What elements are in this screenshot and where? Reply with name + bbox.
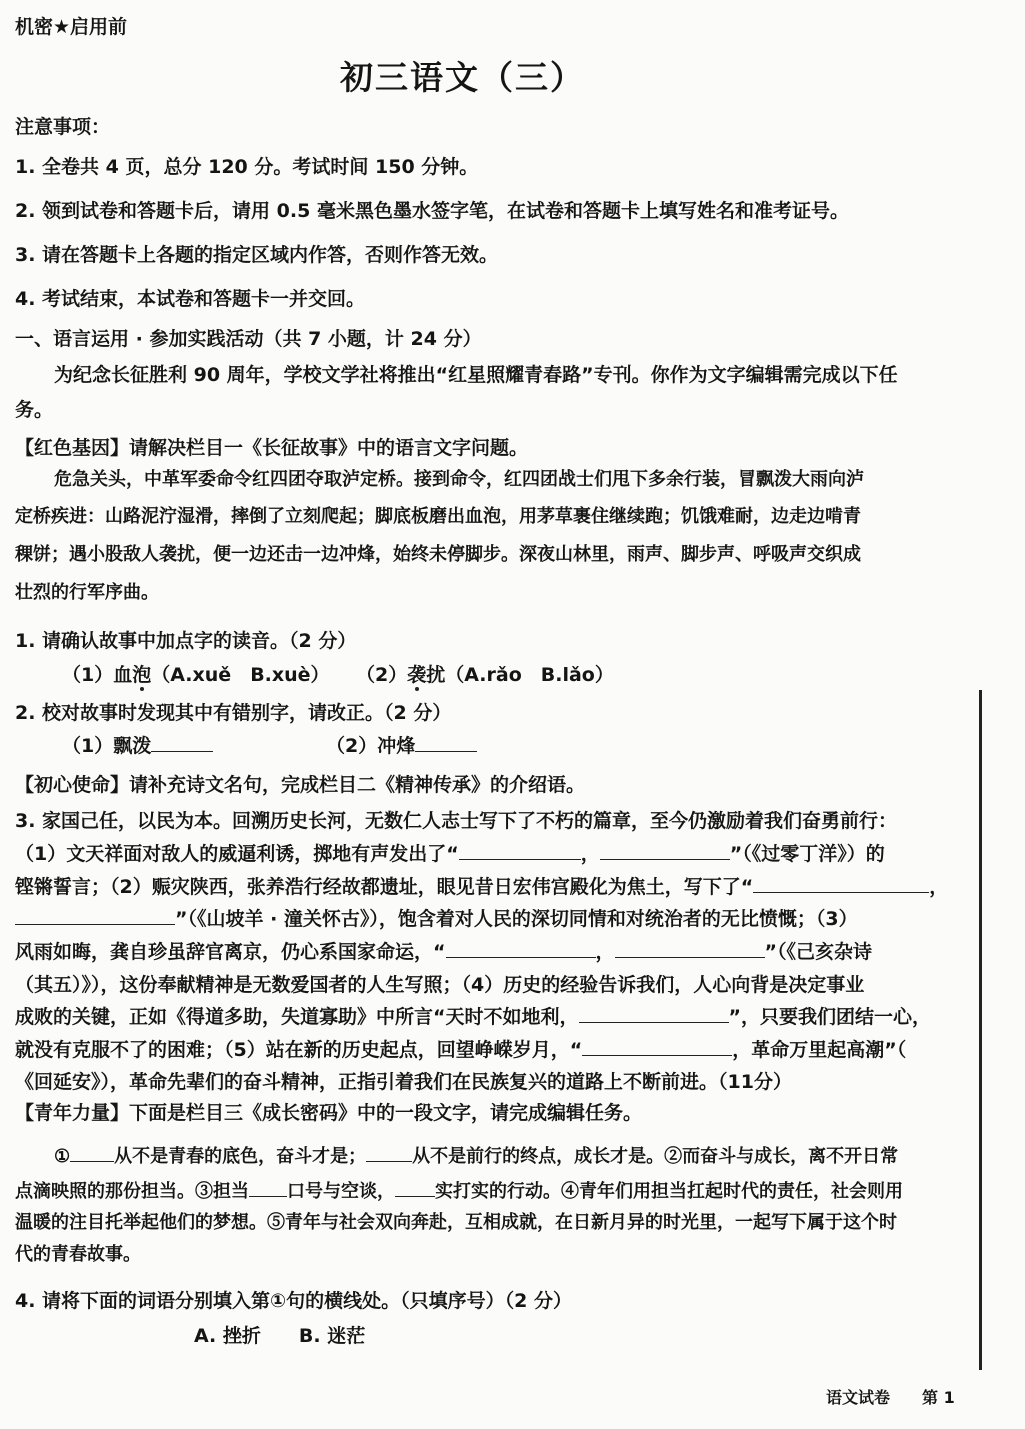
notice-item-3: 3. 请在答题卡上各题的指定区域内作答，否则作答无效。 [15,244,499,266]
q3-line-3: 铿锵誓言；（2）赈灾陕西，张养浩行经故都遗址，眼见昔日宏伟宫殿化为焦土，写下了“ ， [15,876,949,898]
q3-line-5: 风雨如晦，龚自珍虽辞官离京，仍心系国家命运，“ ， ”（《己亥杂诗 [15,941,873,963]
section-heading: 一、语言运用 · 参加实践活动（共 7 小题，计 24 分） [15,328,482,350]
q1-opt1-pinyin: （A.xuě B.xuè） [151,664,330,686]
q3-line-7: 成败的关键，正如《得道多助，失道寡助》中所言“天时不如地利， ”，只要我们团结一心， [15,1006,931,1028]
part3-heading [15,1102,642,1125]
passage-line-2: 点滴映照的那份担当。③担当 口号与空谈， 实打实的行动。④青年们用担当扛起时代的责任，社会则用 [15,1181,903,1202]
q3-blank-4[interactable] [15,908,175,925]
part2-heading [15,774,585,797]
q2-item-2: （2）冲烽 [326,735,477,758]
notice-item-2: 2. 领到试卷和答题卡后，请用 0.5 毫米黑色墨水签字笔，在试卷和答题卡上填写姓名和准考证号。 [15,200,849,222]
part2-tag: 【初心使命】 [15,774,130,796]
q2-answer-blank-1[interactable] [151,735,213,752]
emphasis-dot-icon [140,687,144,691]
q1-opt1-dotted-char: 泡 [132,664,151,686]
q3-line-4: ”（《山坡羊 · 潼关怀古》），饱含着对人民的深切同情和对统治者的无比愤慨；（3） [15,908,858,931]
q3-line-1: 3. 家国己任，以民为本。回溯历史长河，无数仁人志士写下了不朽的篇章，至今仍激励着我们奋勇前行： [15,810,898,832]
passage-line-1: ① 从不是青春的底色，奋斗才是； 从不是前行的终点，成长才是。②而奋斗与成长，离不开日常 [54,1146,899,1167]
q2-stem: 2. 校对故事时发现其中有错别字，请改正。（2 分） [15,702,452,724]
part3-desc: 下面是栏目三《成长密码》中的一段文字，请完成编辑任务。 [129,1102,643,1124]
q3-blank-5[interactable] [446,941,596,958]
q1-opt2-label: （2） [356,664,408,686]
q3-blank-3[interactable] [753,876,929,893]
part3-tag: 【青年力量】 [15,1102,130,1124]
passage-line-4: 代的青春故事。 [15,1244,141,1265]
story-line-1: 危急关头，中革军委命令红四团夺取泸定桥。接到命令，红四团战士们甩下多余行装，冒飘泼大雨向泸 [54,469,864,490]
passage-blank-1[interactable] [70,1145,114,1162]
story-line-2: 定桥疾进：山路泥泞湿滑，摔倒了立刻爬起；脚底板磨出血泡，用茅草裹住继续跑；饥饿难耐，边走边啃青 [15,506,861,527]
story-line-3: 稞饼；遇小股敌人袭扰，便一边还击一边冲烽，始终未停脚步。深夜山林里，雨声、脚步声、呼吸声交织成 [15,544,861,565]
q3-line-8: 就没有克服不了的困难；（5）站在新的历史起点，回望峥嵘岁月，“ ，革命万里起高潮”（ [15,1039,907,1061]
q3-blank-1[interactable] [459,843,581,860]
notice-heading: 注意事项： [15,116,111,138]
passage-blank-3[interactable] [249,1180,287,1197]
q4-options: A. 挫折 B. 迷茫 [194,1325,366,1347]
part1-tag: 【红色基因】 [15,437,130,459]
answer-margin-line [979,690,982,1370]
part2-desc: 请补充诗文名句，完成栏目二《精神传承》的介绍语。 [129,774,586,796]
page-footer: 语文试卷 第 1 [826,1388,955,1407]
q1-stem: 1. 请确认故事中加点字的读音。（2 分） [15,630,357,652]
emphasis-dot-icon [415,687,419,691]
passage-blank-2[interactable] [366,1145,412,1162]
section-intro-line-1: 为纪念长征胜利 90 周年，学校文学社将推出“红星照耀青春路”专刊。你作为文字编辑需完成以下任 [54,364,898,386]
q3-line-6: （其五）》），这份奉献精神是无数爱国者的人生写照；（4）历史的经验告诉我们，人心向背是决定事业 [15,974,865,996]
page-title: 初三语文（三） [340,58,585,97]
notice-item-1: 1. 全卷共 4 页，总分 120 分。考试时间 150 分钟。 [15,156,479,178]
confidential-mark: 机密★启用前 [15,16,128,38]
q1-option-2 [356,664,614,687]
q3-line-2: （1）文天祥面对敌人的威逼利诱，掷地有声发出了“ ， ”（《过零丁洋》）的 [15,843,885,865]
story-line-4: 壮烈的行军序曲。 [15,582,159,603]
q4-stem: 4. 请将下面的词语分别填入第①句的横线处。（只填序号）（2 分） [15,1290,572,1312]
part1-desc: 请解决栏目一《长征故事》中的语言文字问题。 [129,437,529,459]
q3-blank-6[interactable] [615,941,765,958]
passage-blank-4[interactable] [395,1180,435,1197]
q2-answer-blank-2[interactable] [415,735,477,752]
q1-opt2-pinyin: 扰（A.rǎo B.lǎo） [426,664,614,686]
q3-blank-7[interactable] [579,1006,729,1023]
q1-option-1 [62,664,330,687]
notice-item-4: 4. 考试结束，本试卷和答题卡一并交回。 [15,288,366,310]
q2-item-1: （1）飘泼 [62,735,213,758]
passage-line-3: 温暖的注目托举起他们的梦想。⑤青年与社会双向奔赴，互相成就，在日新月异的时光里，一起写下属于这个时 [15,1212,897,1233]
q3-blank-8[interactable] [582,1039,732,1056]
q1-opt1-label: （1）血 [62,664,133,686]
q3-line-9: 《回延安》），革命先辈们的奋斗精神，正指引着我们在民族复兴的道路上不断前进。（11分） [15,1071,792,1093]
section-intro-line-2: 务。 [15,399,54,421]
q3-blank-2[interactable] [600,843,730,860]
part1-heading [15,437,528,460]
q1-opt2-dotted-char: 袭 [407,664,426,686]
